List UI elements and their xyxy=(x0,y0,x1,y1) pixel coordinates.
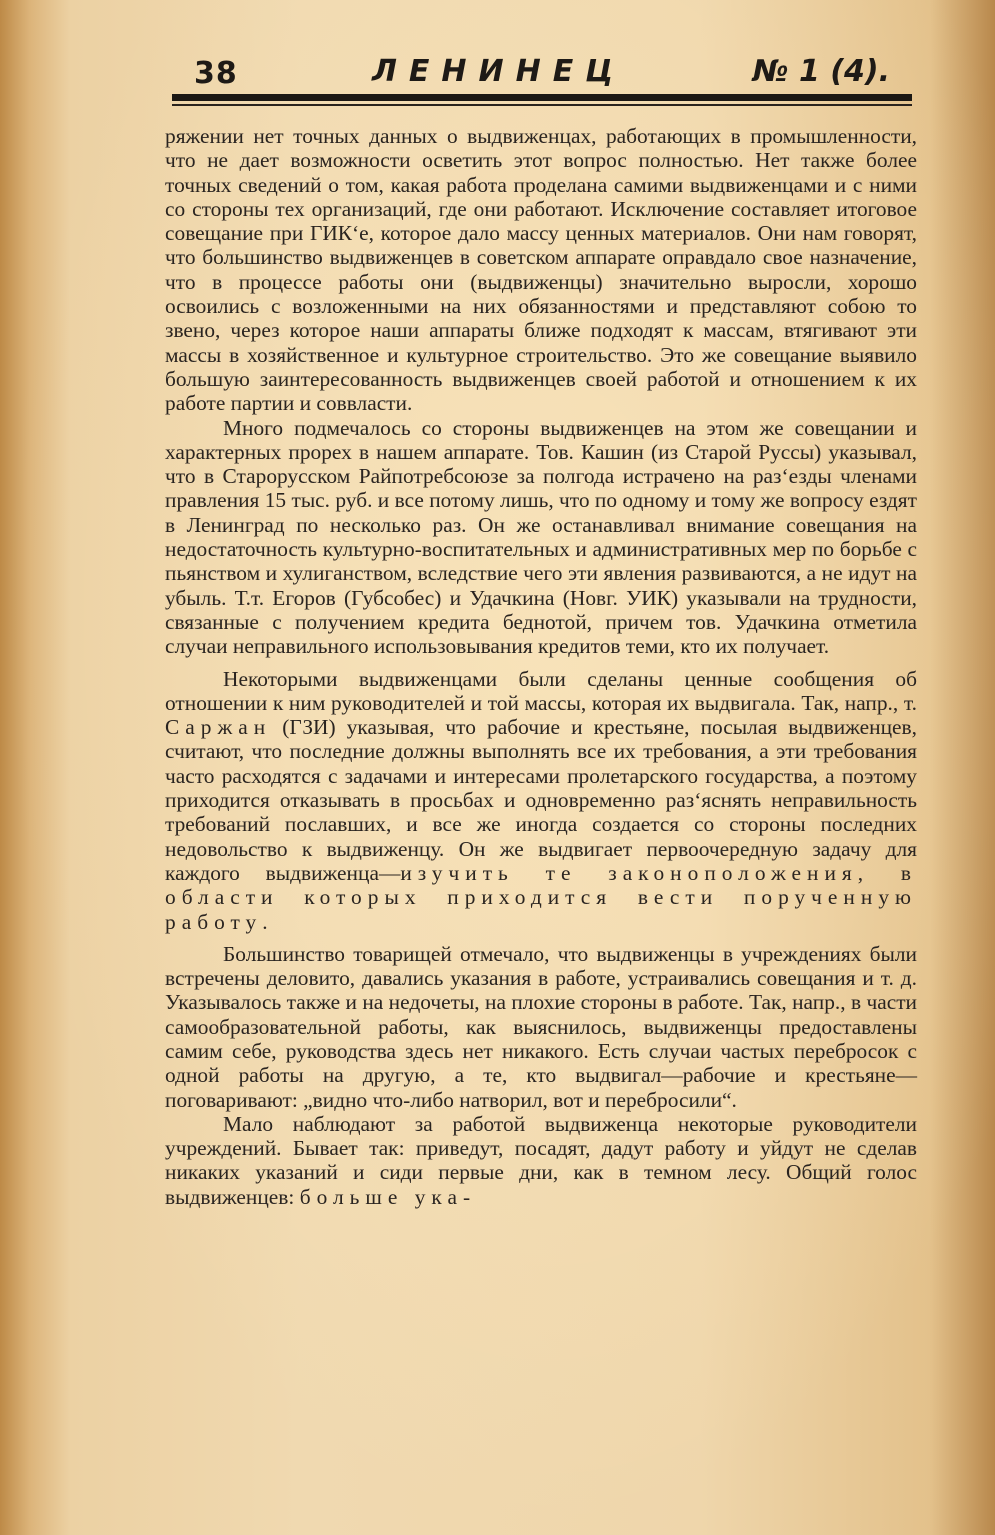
paragraph-text: Большинство товарищей отмечало, что выдвиженцы в учреждениях были встречены деловито, давались указания в работе, устраивались совещания и т. д. Указывалось также и на недочеты, на плохие стороны в работе. Так, напр., в части самообразовательной работы, как выяснилось, выдвиженцы предоставлены самим себе, руководства здесь нет никакого. Есть случаи частых перебросок с одной работы на другую, а те, кто выдвигал—рабочие и крестьяне—поговаривают: „видно что-либо натворил, вот и перебросили“. xyxy=(165,941,917,1112)
header-rule-thin xyxy=(172,104,912,106)
page-number: 38 xyxy=(194,56,238,91)
paragraph-text: (ГЗИ) указывая, что рабочие и крестьяне, посылая выдвиженцев, считают, что последние должны выполнять все их требования, а эти требования часто расходятся с задачами и интересами пролетарского государства, а поэтому приходится отказывать в просьбах и одновременно раз‘яснять неправильность требований пославших, и все же иногда создается со стороны последних недовольство к выдвиженцу. Он же выдвигает первоочередную задачу для каждого выдвиженца— xyxy=(165,715,917,885)
article-body xyxy=(165,124,917,1209)
spaced-name-sarzhan: Саржан xyxy=(165,715,272,740)
paragraph-2 xyxy=(165,416,917,659)
paragraph-text: . xyxy=(262,909,268,934)
spaced-emphasis: изучить те законоположения, в области которых приходится вести порученную работу xyxy=(165,860,917,934)
paragraph-text: Мало наблюдают за работой выдвиженца некоторые руководители учреждений. Бывает так: приведут, посадят, дадут работу и уйдут не сделав никаких указаний и сиди первые дни, как в темном лесу. Общий голос выдвиженцев: xyxy=(165,1111,917,1209)
spaced-emphasis: больше ука- xyxy=(299,1184,477,1209)
issue-number: № 1 (4). xyxy=(752,54,890,89)
page-header xyxy=(172,52,912,96)
paragraph-text: ряжении нет точных данных о выдвиженцах, работающих в промышленности, что не дает возможности осветить этот вопрос полностью. Нет также более точных сведений о том, какая работа проделана самими выдвиженцами и с ними со стороны тех организаций, где они работают. Исключение составляет итоговое совещание при ГИК‘е, которое дало массу ценных материалов. Они нам говорят, что большинство выдвиженцев в советском аппарате оправдало свое назначение, что в процессе работы они (выдвиженцы) значительно выросли, хорошо освоились с возложенными на них обязанностями и представляют собою то звено, через которое наши аппараты ближе подходят к массам, втягивают эти массы в хозяйственное и культурное строительство. Это же совещание выявило большую заинтересованность выдвиженцев своей работой и отношением к их работе партии и соввласти. xyxy=(165,124,917,416)
journal-title: ЛЕНИНЕЦ xyxy=(372,54,626,89)
paragraph-text: Некоторыми выдвиженцами были сделаны ценные сообщения об отношении к ним руководителей и той массы, которая их выдвигала. Так, напр., т. xyxy=(165,666,917,715)
paragraph-3 xyxy=(165,667,917,934)
header-rule xyxy=(172,94,912,101)
paragraph-5 xyxy=(165,1112,917,1209)
paragraph-text: Много подмечалось со стороны выдвиженцев на этом же совещании и характерных прорех в нашем аппарате. Тов. Кашин (из Старой Руссы) указывал, что в Старорусском Райпотребсоюзе за полгода истрачено на раз‘езды членами правления 15 тыс. руб. и все потому лишь, что по одному и тому же вопросу ездят в Ленинград по несколько раз. Он же останавливал внимание совещания на недостаточность культурно-воспитательных и административных мер по борьбе с пьянством и хулиганством, вследствие чего эти явления развиваются, а не идут на убыль. Т.т. Егоров (Губсобес) и Удачкина (Новг. УИК) указывали на трудности, связанные с получением кредита беднотой, причем тов. Удачкина отметила случаи неправильного использовывания кредитов теми, кто их получает. xyxy=(165,415,917,659)
paragraph-1 xyxy=(165,124,917,416)
paragraph-4 xyxy=(165,942,917,1112)
